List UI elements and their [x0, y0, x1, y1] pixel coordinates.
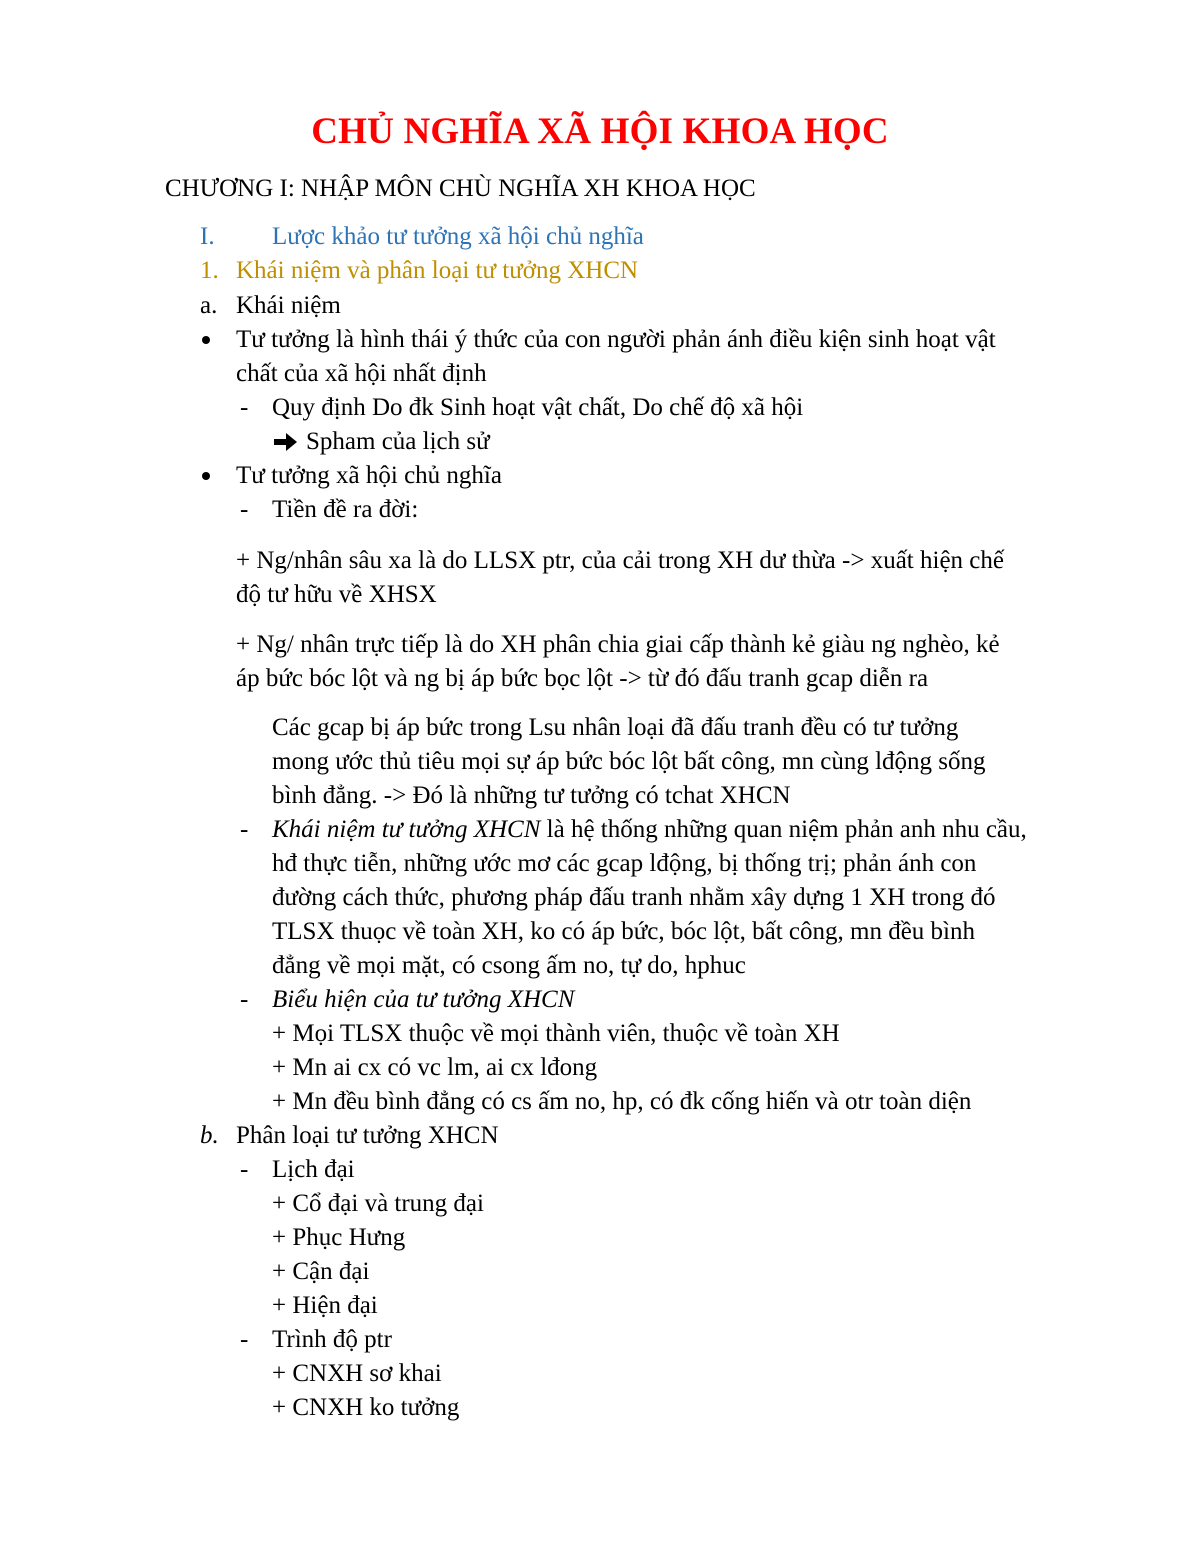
section-a-heading: Khái niệm — [236, 292, 341, 319]
cause-2-line-2: áp bức bóc lột và ng bị áp bức bọc lột -> từ đó đấu tranh gcap diễn ra — [236, 665, 929, 692]
section-b-marker: b. — [200, 1122, 219, 1149]
paragraph-line-3: bình đẳng. -> Đó là những tư tưởng có tchat XHCN — [272, 782, 791, 809]
bullet-1-line-2: chất của xã hội nhất định — [236, 360, 487, 387]
arrow-right-icon — [274, 432, 298, 452]
chapter-heading: CHƯƠNG I: NHẬP MÔN CHÙ NGHĨA XH KHOA HỌC — [165, 175, 756, 202]
dash-2-marker: - — [240, 496, 249, 523]
paragraph-line-2: mong ước thủ tiêu mọi sự áp bức bóc lột bất công, mn cùng lđộng sống — [272, 748, 986, 775]
section-I-heading: Lược khảo tư tưởng xã hội chủ nghĩa — [272, 223, 644, 250]
expression-item: + Mn ai cx có vc lm, ai cx lđong — [272, 1054, 598, 1081]
bullet-1-line-1: Tư tưởng là hình thái ý thức của con người phản ánh điều kiện sinh hoạt vật — [236, 326, 996, 353]
definition-term: Khái niệm tư tưởng XHCN — [272, 816, 541, 843]
cause-1-line-1: + Ng/nhân sâu xa là do LLSX ptr, của cải trong XH dư thừa -> xuất hiện chế — [236, 547, 1004, 574]
historical-item: + Cổ đại và trung đại — [272, 1190, 484, 1217]
definition-line-5: đẳng về mọi mặt, có csong ấm no, tự do, hphuc — [272, 952, 746, 979]
section-1-marker: 1. — [200, 257, 219, 284]
expression-item: + Mọi TLSX thuộc về mọi thành viên, thuộc về toàn XH — [272, 1020, 840, 1047]
dash-2-text: Tiền đề ra đời: — [272, 496, 419, 523]
dash-1-marker: - — [240, 394, 249, 421]
expressions-heading: Biểu hiện của tư tưởng XHCN — [272, 986, 575, 1013]
arrow-1-text: Spham của lịch sử — [306, 428, 490, 455]
historical-heading: Lịch đại — [272, 1156, 355, 1183]
cause-1-line-2: độ tư hữu về XHSX — [236, 581, 437, 608]
dash-4-marker: - — [240, 986, 249, 1013]
historical-item: + Cận đại — [272, 1258, 370, 1285]
definition-line-2: hđ thực tiễn, những ước mơ các gcap lđộng, bị thống trị; phản ánh con — [272, 850, 977, 877]
dash-6-marker: - — [240, 1326, 249, 1353]
section-I-marker: I. — [200, 223, 215, 250]
level-item: + CNXH sơ khai — [272, 1360, 442, 1387]
cause-2-line-1: + Ng/ nhân trực tiếp là do XH phân chia giai cấp thành kẻ giàu ng nghèo, kẻ — [236, 631, 1000, 658]
document-title: CHỦ NGHĨA XÃ HỘI KHOA HỌC — [311, 111, 889, 152]
dash-3-marker: - — [240, 816, 249, 843]
bullet-icon — [202, 336, 210, 344]
definition-line-3: đường cách thức, phương pháp đấu tranh nhằm xây dựng 1 XH trong đó — [272, 884, 996, 911]
definition-line-1 — [272, 813, 1027, 847]
dash-5-marker: - — [240, 1156, 249, 1183]
paragraph-line-1: Các gcap bị áp bức trong Lsu nhân loại đã đấu tranh đều có tư tưởng — [272, 714, 959, 741]
definition-line-4: TLSX thuọc về toàn XH, ko có áp bức, bóc lột, bất công, mn đều bình — [272, 918, 975, 945]
definition-rest: là hệ thống những quan niệm phản anh nhu cầu, — [540, 816, 1027, 843]
section-1-heading: Khái niệm và phân loại tư tưởng XHCN — [236, 257, 639, 284]
level-item: + CNXH ko tưởng — [272, 1394, 460, 1421]
bullet-2-text: Tư tưởng xã hội chủ nghĩa — [236, 462, 502, 489]
bullet-icon — [202, 472, 210, 480]
historical-item: + Phục Hưng — [272, 1224, 406, 1251]
historical-item: + Hiện đại — [272, 1292, 378, 1319]
levels-heading: Trình độ ptr — [272, 1326, 392, 1353]
expression-item: + Mn đều bình đẳng có cs ấm no, hp, có đk cống hiến và otr toàn diện — [272, 1088, 972, 1115]
section-a-marker: a. — [200, 292, 218, 319]
section-b-heading: Phân loại tư tưởng XHCN — [236, 1122, 499, 1149]
dash-1-text: Quy định Do đk Sinh hoạt vật chất, Do chế độ xã hội — [272, 394, 804, 421]
